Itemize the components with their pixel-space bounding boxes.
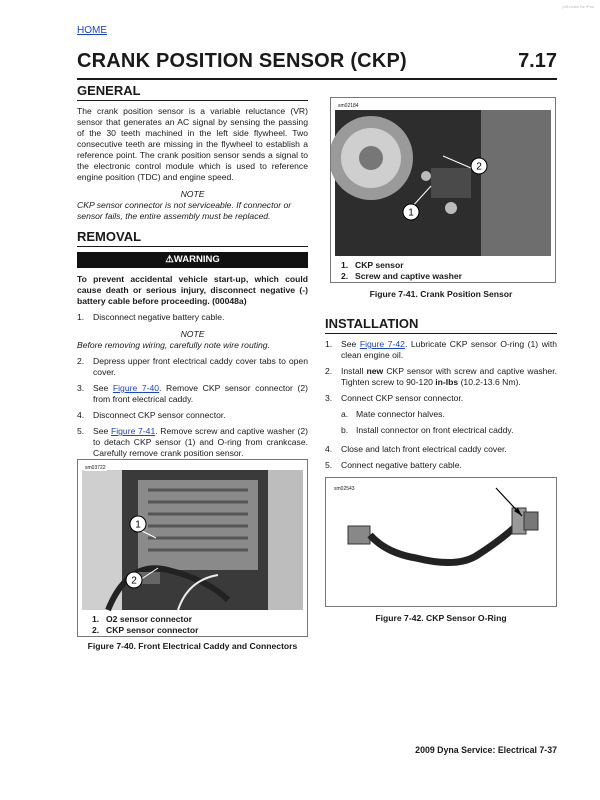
removal-note-label: NOTE (180, 329, 205, 339)
installation-heading: INSTALLATION (325, 316, 557, 334)
step-number: 2. (77, 356, 85, 366)
step-number: 5. (77, 426, 85, 436)
step-text (341, 366, 557, 388)
step-text-mid: CKP sensor with screw and captive washer. Tighten screw to 90-120 (341, 366, 557, 387)
install-substep-a (341, 409, 557, 420)
figure-7-41-link[interactable]: Figure 7-41 (110, 426, 156, 436)
removal-step-3 (77, 383, 308, 405)
figure-7-42 (325, 477, 557, 607)
step-text-post: (10.2-13.6 Nm). (458, 377, 521, 387)
warning-text: To prevent accidental vehicle start-up, which could cause death or serious injury, disconnect negative (-) battery cable before proceeding. (00048a) (77, 274, 308, 306)
step-text-emphasis: new (366, 366, 384, 376)
removal-step-4 (77, 410, 308, 421)
removal-step-1 (77, 312, 308, 323)
step-text (341, 339, 557, 361)
substep-letter: a. (341, 409, 349, 419)
figure-7-40-caption: Figure 7-40. Front Electrical Caddy and Connectors (87, 641, 298, 651)
figure-7-40-photo (78, 460, 307, 612)
step-number: 4. (325, 444, 333, 454)
step-number: 1. (77, 312, 85, 322)
substep-letter: b. (341, 425, 349, 435)
figure-7-40-link[interactable]: Figure 7-40 (112, 383, 160, 393)
install-step-4 (325, 444, 557, 455)
step-number: 4. (77, 410, 85, 420)
step-text: Disconnect CKP sensor connector. (93, 410, 226, 420)
warning-label: WARNING (173, 254, 220, 265)
figure-7-42-caption: Figure 7-42. CKP Sensor O-Ring (375, 613, 507, 623)
general-body: The crank position sensor is a variable reluctance (VR) sensor that generates an AC signal by sensing the passing of the 30 teeth machined in the left side flywheel. Two consecutive teeth are missing in the flywheel to establish a reference point. The crank position sensor sends a signal to the electronic control module which is used to reference engine position (TDC) and engine speed. (77, 106, 308, 182)
step-text (93, 383, 308, 405)
step-text-pre: Install (341, 366, 367, 376)
warning-icon: ⚠ (165, 254, 174, 265)
step-text: Close and latch front electrical caddy cover. (341, 444, 507, 454)
install-step-1 (325, 339, 557, 361)
left-column (77, 83, 308, 459)
corner-watermark: pdf-notes for iPad (562, 4, 594, 9)
figure-7-40 (77, 459, 308, 637)
step-text (93, 426, 308, 459)
step-number: 3. (325, 393, 333, 403)
legend-text: Screw and captive washer (355, 271, 462, 281)
legend-item (341, 271, 462, 282)
figure-7-42-id: sm02543 (334, 486, 355, 492)
figure-7-41-photo (331, 98, 555, 258)
legend-item (341, 260, 462, 271)
figure-7-40-id: sm03722 (85, 465, 106, 471)
legend-item (92, 614, 199, 625)
figure-7-40-callout-1: 1 (135, 519, 141, 531)
step-number: 5. (325, 460, 333, 470)
install-step-5 (325, 460, 557, 471)
figure-7-42-illustration (326, 478, 556, 606)
step-text-unit: in-lbs (435, 377, 459, 387)
figure-7-41-id: sm02184 (338, 103, 359, 109)
step-text: Connect negative battery cable. (341, 460, 462, 470)
step-number: 3. (77, 383, 85, 393)
figure-7-41-callout-2: 2 (476, 161, 482, 173)
removal-step-2 (77, 356, 308, 378)
figure-7-42-link[interactable]: Figure 7-42 (359, 339, 405, 349)
legend-text: CKP sensor (355, 260, 404, 270)
step-number: 1. (325, 339, 333, 349)
install-step-3 (325, 393, 557, 404)
step-text: Depress upper front electrical caddy cover tabs to open cover. (93, 356, 308, 377)
legend-number: 2. (341, 271, 349, 281)
figure-7-41-caption: Figure 7-41. Crank Position Sensor (369, 289, 513, 299)
step-text-pre: See (341, 339, 360, 349)
install-step-2 (325, 366, 557, 388)
section-number: 7.17 (518, 50, 557, 72)
legend-text: CKP sensor connector (106, 625, 199, 635)
figure-7-41 (330, 97, 556, 283)
removal-heading: REMOVAL (77, 229, 308, 247)
legend-number: 2. (92, 625, 100, 635)
step-number: 2. (325, 366, 333, 376)
general-note: CKP sensor connector is not serviceable. If connector or sensor fails, the entire assembly must be replaced. (77, 200, 292, 221)
step-text: Disconnect negative battery cable. (93, 312, 225, 322)
title-rule (77, 78, 557, 80)
removal-note: Before removing wiring, carefully note wire routing. (77, 340, 270, 350)
step-text-pre: See (93, 426, 111, 436)
figure-7-41-callout-1: 1 (408, 207, 414, 219)
legend-text: O2 sensor connector (106, 614, 192, 624)
warning-banner (77, 252, 308, 268)
removal-step-5 (77, 426, 308, 459)
figure-7-40-callout-2: 2 (131, 575, 137, 587)
figure-7-41-legend (341, 260, 462, 282)
legend-number: 1. (92, 614, 100, 624)
page-header (77, 50, 557, 78)
page-title: CRANK POSITION SENSOR (CKP) (77, 50, 407, 72)
general-note-label: NOTE (180, 189, 205, 199)
step-text-post: . Lubricate CKP sensor O-ring (1) with clean engine oil. (341, 339, 557, 360)
home-link[interactable]: HOME (77, 25, 107, 36)
install-substep-b (341, 425, 557, 436)
installation-section (325, 316, 557, 471)
figure-7-40-legend (92, 614, 199, 636)
page-footer: 2009 Dyna Service: Electrical 7-37 (415, 745, 557, 755)
step-text-post: . Remove CKP sensor connector (2) from front electrical caddy. (93, 383, 308, 404)
substep-text: Install connector on front electrical caddy. (356, 425, 514, 435)
substep-text: Mate connector halves. (356, 409, 445, 419)
legend-item (92, 625, 199, 636)
general-heading: GENERAL (77, 83, 308, 101)
step-text: Connect CKP sensor connector. (341, 393, 464, 403)
step-text-pre: See (93, 383, 113, 393)
step-text-post: . Remove screw and captive washer (2) to detach CKP sensor (1) and O-ring from crankcase. Carefully remove crank position sensor. (93, 426, 308, 458)
legend-number: 1. (341, 260, 349, 270)
